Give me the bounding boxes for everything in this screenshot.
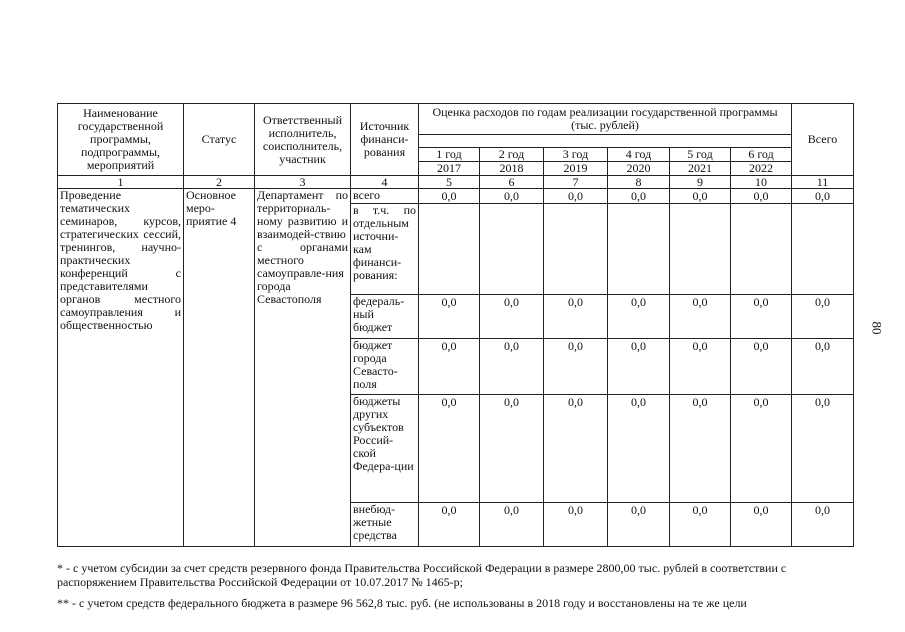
value-cell: 0,0	[419, 189, 480, 204]
value-cell: 0,0	[480, 395, 544, 503]
footnote-1: * - с учетом субсидии за счет средств резервного фонда Правительства Российской Федерации в размере 2800,00 тыс. рублей в соответствии с распоряжением Правительства Российской Федерации от 10.07.2017 № 1465-р;	[57, 561, 787, 589]
value-cell: 0,0	[608, 395, 670, 503]
source-cell: в т.ч. по отдельным источни-кам финанси-рования:	[351, 204, 419, 295]
footnote-2: ** - с учетом средств федерального бюджета в размере 96 562,8 тыс. руб. (не использованы в 2018 году и восстановлены на те же цели	[57, 596, 747, 610]
year-value-5: 2021	[670, 162, 731, 176]
value-cell: 0,0	[670, 189, 731, 204]
total-cell: 0,0	[792, 503, 854, 547]
column-number: 1	[58, 176, 184, 189]
value-cell: 0,0	[544, 189, 608, 204]
value-cell: 0,0	[731, 339, 792, 395]
value-cell: 0,0	[608, 189, 670, 204]
header-responsible: Ответственный исполнитель, соисполнитель, участник	[255, 104, 351, 176]
column-number: 10	[731, 176, 792, 189]
event-name: Проведение тематических семинаров, курсов, стратегических сессий, тренингов, научно-практических конференций с представителями органов местного самоуправления и общественностью	[58, 189, 184, 547]
header-estimate-gap	[419, 135, 792, 148]
column-number: 2	[184, 176, 255, 189]
event-status: Основное меро-приятие 4	[184, 189, 255, 547]
table-row	[58, 189, 854, 204]
value-cell: 0,0	[480, 189, 544, 204]
value-cell	[731, 204, 792, 295]
value-cell: 0,0	[419, 395, 480, 503]
header-name: Наименование государственной программы, подпрограммы, мероприятий	[58, 104, 184, 176]
column-number-row	[58, 176, 854, 189]
total-cell: 0,0	[792, 295, 854, 339]
column-number: 4	[351, 176, 419, 189]
value-cell: 0,0	[608, 295, 670, 339]
value-cell: 0,0	[731, 295, 792, 339]
header-total: Всего	[792, 104, 854, 176]
value-cell: 0,0	[480, 295, 544, 339]
total-cell: 0,0	[792, 339, 854, 395]
value-cell: 0,0	[419, 295, 480, 339]
header-status: Статус	[184, 104, 255, 176]
year-label-1: 1 год	[419, 148, 480, 162]
value-cell: 0,0	[670, 295, 731, 339]
value-cell: 0,0	[544, 295, 608, 339]
value-cell: 0,0	[480, 339, 544, 395]
event-responsible: Департамент по территориаль-ному развитию и взаимодей-ствию с органами местного самоуправле-ния города Севастополя	[255, 189, 351, 547]
value-cell: 0,0	[544, 503, 608, 547]
source-cell: внебюд-жетные средства	[351, 503, 419, 547]
total-cell: 0,0	[792, 395, 854, 503]
column-number: 5	[419, 176, 480, 189]
value-cell: 0,0	[670, 339, 731, 395]
value-cell	[670, 204, 731, 295]
value-cell	[544, 204, 608, 295]
value-cell	[419, 204, 480, 295]
header-estimate: Оценка расходов по годам реализации государственной программы (тыс. рублей)	[419, 104, 792, 135]
source-cell: бюджет города Севасто-поля	[351, 339, 419, 395]
year-label-3: 3 год	[544, 148, 608, 162]
value-cell	[480, 204, 544, 295]
header-source: Источник финанси-рования	[351, 104, 419, 176]
year-value-6: 2022	[731, 162, 792, 176]
page-number: 80	[869, 321, 885, 335]
year-value-3: 2019	[544, 162, 608, 176]
value-cell: 0,0	[670, 503, 731, 547]
value-cell: 0,0	[544, 339, 608, 395]
source-cell: бюджеты других субъектов Россий-ской Федера-ции	[351, 395, 419, 503]
year-label-5: 5 год	[670, 148, 731, 162]
year-value-4: 2020	[608, 162, 670, 176]
source-cell: федераль-ный бюджет	[351, 295, 419, 339]
value-cell: 0,0	[608, 503, 670, 547]
value-cell: 0,0	[670, 395, 731, 503]
value-cell: 0,0	[731, 395, 792, 503]
year-label-6: 6 год	[731, 148, 792, 162]
year-label-4: 4 год	[608, 148, 670, 162]
total-cell: 0,0	[792, 189, 854, 204]
value-cell: 0,0	[608, 339, 670, 395]
column-number: 3	[255, 176, 351, 189]
column-number: 11	[792, 176, 854, 189]
value-cell: 0,0	[480, 503, 544, 547]
value-cell: 0,0	[419, 339, 480, 395]
year-value-2: 2018	[480, 162, 544, 176]
value-cell: 0,0	[731, 503, 792, 547]
year-value-1: 2017	[419, 162, 480, 176]
source-cell: всего	[351, 189, 419, 204]
value-cell: 0,0	[731, 189, 792, 204]
column-number: 6	[480, 176, 544, 189]
column-number: 8	[608, 176, 670, 189]
total-cell	[792, 204, 854, 295]
value-cell	[608, 204, 670, 295]
year-label-2: 2 год	[480, 148, 544, 162]
column-number: 7	[544, 176, 608, 189]
column-number: 9	[670, 176, 731, 189]
budget-table	[57, 103, 854, 547]
value-cell: 0,0	[544, 395, 608, 503]
value-cell: 0,0	[419, 503, 480, 547]
